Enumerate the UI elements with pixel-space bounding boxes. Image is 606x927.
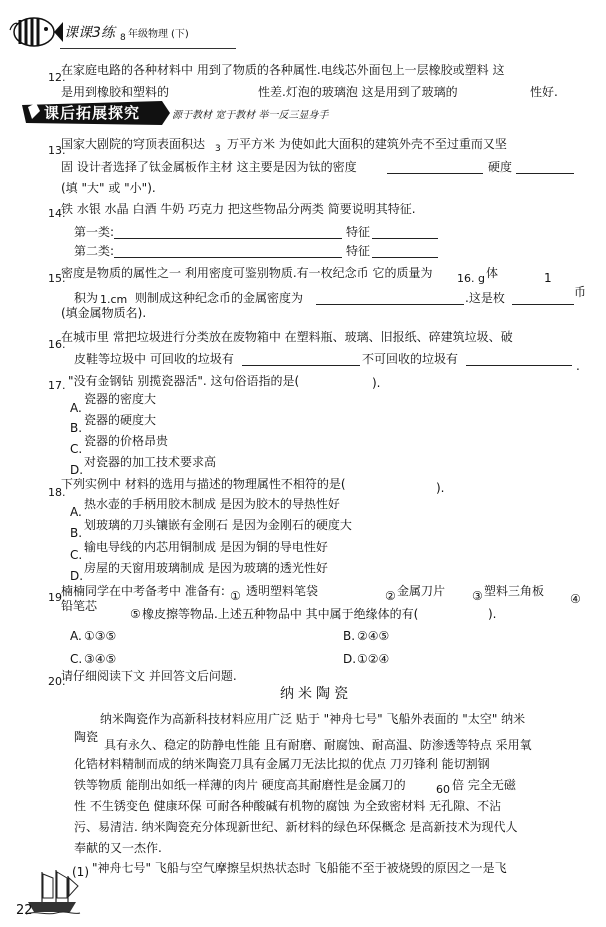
q19-optB-text: ②④⑤: [357, 629, 390, 643]
q17-optC-label[interactable]: C.: [70, 442, 83, 456]
q15-one: 1: [544, 271, 552, 285]
q13-line3: (填 "大" 或 "小").: [61, 181, 156, 195]
q17-optA-text: 瓷器的密度大: [84, 392, 157, 406]
q12-line2a: 是用到橡胶和塑料的: [61, 85, 170, 99]
q20-para-line3: 化锆材料精制而成的纳米陶瓷刀具有金属刀无法比拟的优点 刀刃锋利 能切割钢: [74, 757, 490, 771]
q19-optD-text: ①②④: [357, 652, 390, 666]
q16-blank-recyclable[interactable]: [242, 353, 360, 366]
q18-optA-label[interactable]: A.: [70, 505, 82, 519]
q18-optA-text: 热水壶的手柄用胶木制成 是因为胶木的导热性好: [84, 497, 340, 511]
q20-sub1-text: "神舟七号" 飞船与空气摩擦呈炽热状态时 飞船能不至于被烧毁的原因之一是飞: [92, 861, 507, 875]
q14-blank-feature1[interactable]: [372, 226, 438, 239]
q15-line2c: .这是枚: [465, 291, 505, 305]
q12-line2c: 性好.: [530, 85, 558, 99]
q14-line1: 铁 水银 水晶 白酒 牛奶 巧克力 把这些物品分两类 简要说明其特征.: [61, 202, 416, 216]
q20-para-line7: 奉献的又一杰作.: [74, 841, 162, 855]
q15-mass: 16. g: [457, 272, 485, 285]
q15-volume: 1.cm: [100, 293, 128, 306]
q20-number: 20.: [48, 675, 66, 688]
q14-class1-label: 第一类:: [74, 225, 115, 239]
q13-sub: 3: [215, 144, 221, 154]
q17-optB-text: 瓷器的硬度大: [84, 413, 157, 427]
q13-line1b: 万平方米 为使如此大面积的建筑外壳不至过重而又坚: [227, 137, 507, 151]
q12-line1: 在家庭电路的各种材料中 用到了物质的各种属性.电线芯外面包上一层橡胶或塑料 这: [61, 63, 505, 77]
q18-optD-label[interactable]: D.: [70, 569, 84, 583]
q20-para-line2a: 陶瓷: [74, 730, 99, 744]
header-grade: 8: [120, 33, 126, 43]
q14-class2-label: 第二类:: [74, 244, 115, 258]
q14-feature1-label: 特征: [346, 225, 371, 239]
q15-line1a: 密度是物质的属性之一 利用密度可鉴别物质.有一枚纪念币 它的质量为: [61, 266, 433, 280]
q20-para-line4b: 倍 完全无磁: [452, 778, 516, 792]
q15-blank-metal[interactable]: [512, 292, 574, 305]
q16-number: 16.: [48, 338, 66, 351]
q13-number: 13.: [48, 144, 66, 157]
q13-line2a: 固 设计者选择了钛金属板作主材 这主要是因为钛的密度: [61, 160, 357, 174]
q19-line1a: 楠楠同学在中考备考中 准备有:: [61, 584, 225, 598]
q17-optB-label[interactable]: B.: [70, 421, 83, 435]
q16-blank-nonrecyclable[interactable]: [466, 353, 572, 366]
page-number: 22: [16, 903, 33, 918]
q15-blank-density[interactable]: [316, 292, 464, 305]
q19-item2-marker: ②: [385, 589, 396, 603]
q14-feature2-label: 特征: [346, 244, 371, 258]
q16-line2c: .: [576, 359, 580, 373]
q19-item3-marker: ③: [472, 589, 483, 603]
q20-para-line4-number: 60: [436, 783, 450, 796]
section-slogan: 源于教材 宽于教材 举一反三显身手: [172, 110, 329, 121]
header-subject: 年级物理: [128, 29, 168, 40]
q17-optC-text: 瓷器的价格昂贵: [84, 434, 169, 448]
q19-number: 19.: [48, 591, 66, 604]
q15-line2b: 则制成这种纪念币的金属密度为: [135, 291, 304, 305]
header-brand: 课课3练: [64, 25, 115, 41]
q14-blank-class1[interactable]: [114, 226, 342, 239]
q15-line1b: 体: [486, 266, 499, 280]
q20-article-title: 纳米陶瓷: [280, 686, 352, 702]
q20-para-line2b: 具有永久、稳定的防静电性能 且有耐磨、耐腐蚀、耐高温、防渗透等特点 采用氧: [104, 738, 532, 752]
q18-stem: 下列实例中 材料的选用与描述的物理属性不相符的是(: [61, 477, 346, 491]
q18-close: ).: [436, 481, 445, 495]
q14-blank-class2[interactable]: [114, 245, 342, 258]
q20-sub1-number: (1): [72, 865, 89, 879]
q17-optD-label[interactable]: D.: [70, 463, 84, 477]
header-rule: [60, 48, 236, 49]
q19-optD-label[interactable]: D.: [343, 652, 357, 666]
q19-optB-label[interactable]: B.: [343, 629, 356, 643]
q15-line2a: 积为: [74, 291, 99, 305]
header-volume: (下): [171, 29, 189, 40]
q19-optC-label[interactable]: C.: [70, 652, 83, 666]
q19-item4-marker: ④: [570, 592, 581, 606]
fish-logo-icon: [6, 14, 64, 50]
q13-line1: 国家大剧院的穹顶表面积达: [61, 137, 206, 151]
q19-close: ).: [488, 607, 497, 621]
q19-item3: 塑料三角板: [484, 584, 545, 598]
q17-number: 17.: [48, 379, 66, 392]
q13-line2b: 硬度: [488, 160, 513, 174]
q15-number: 15.: [48, 272, 66, 285]
q18-optC-label[interactable]: C.: [70, 548, 83, 562]
q19-item2: 金属刀片: [397, 584, 446, 598]
section-banner-text: 课后拓展探究: [44, 104, 141, 122]
q12-number: 12.: [48, 71, 66, 84]
q15-line3: (填金属物质名).: [61, 306, 147, 320]
q16-line2a: 皮鞋等垃圾中 可回收的垃圾有: [74, 352, 234, 366]
q18-optB-label[interactable]: B.: [70, 526, 83, 540]
q18-optD-text: 房屋的天窗用玻璃制成 是因为玻璃的透光性好: [84, 561, 328, 575]
q20-para-line5: 性 不生锈变色 健康环保 可耐各种酸碱有机物的腐蚀 为全致密材料 无孔隙、不沾: [74, 799, 502, 813]
q19-optA-label[interactable]: A.: [70, 629, 82, 643]
q19-item1: 透明塑料笔袋: [246, 584, 319, 598]
q20-para-line6: 污、易清洁. 纳米陶瓷充分体现新世纪、新材料的绿色环保概念 是高新技术为现代人: [74, 820, 518, 834]
q20-para-line1: 纳米陶瓷作为高新科技材料应用广泛 贴于 "神舟七号" 飞船外表面的 "太空" 纳米: [100, 712, 526, 726]
q14-blank-feature2[interactable]: [372, 245, 438, 258]
q19-item5-marker: ⑤: [130, 607, 141, 621]
q12-line2b: 性差.灯泡的玻璃泡 这是用到了玻璃的: [258, 85, 458, 99]
q18-number: 18.: [48, 486, 66, 499]
q19-optC-text: ③④⑤: [84, 652, 117, 666]
q19-item4: 铅笔芯: [61, 599, 98, 613]
q19-optA-text: ①③⑤: [84, 629, 117, 643]
q17-optD-text: 对瓷器的加工技术要求高: [84, 455, 217, 469]
q18-optC-text: 输电导线的内芯用铜制成 是因为铜的导电性好: [84, 540, 328, 554]
q16-line1: 在城市里 常把垃圾进行分类放在废物箱中 在塑料瓶、玻璃、旧报纸、碎建筑垃圾、破: [61, 330, 513, 344]
q17-stem: "没有金钢钻 别揽瓷器活". 这句俗语指的是(: [68, 374, 300, 388]
q20-intro: 请仔细阅读下文 并回答文后问题.: [61, 669, 237, 683]
q16-line2b: 不可回收的垃圾有: [362, 352, 459, 366]
q20-para-line4a: 铁等物质 能削出如纸一样薄的肉片 硬度高其耐磨性是金属刀的: [74, 778, 406, 792]
q13-blank-density[interactable]: [387, 161, 483, 174]
q18-optB-text: 划玻璃的刀头镶嵌有金刚石 是因为金刚石的硬度大: [84, 518, 352, 532]
q17-close: ).: [372, 376, 381, 390]
q19-line2b: 橡皮擦等物品.上述五种物品中 其中属于绝缘体的有(: [142, 607, 419, 621]
q17-optA-label[interactable]: A.: [70, 401, 82, 415]
q19-item1-marker: ①: [230, 589, 241, 603]
q13-blank-hardness[interactable]: [516, 161, 574, 174]
q15-coin-char: 币: [574, 285, 587, 299]
q14-number: 14.: [48, 207, 66, 220]
